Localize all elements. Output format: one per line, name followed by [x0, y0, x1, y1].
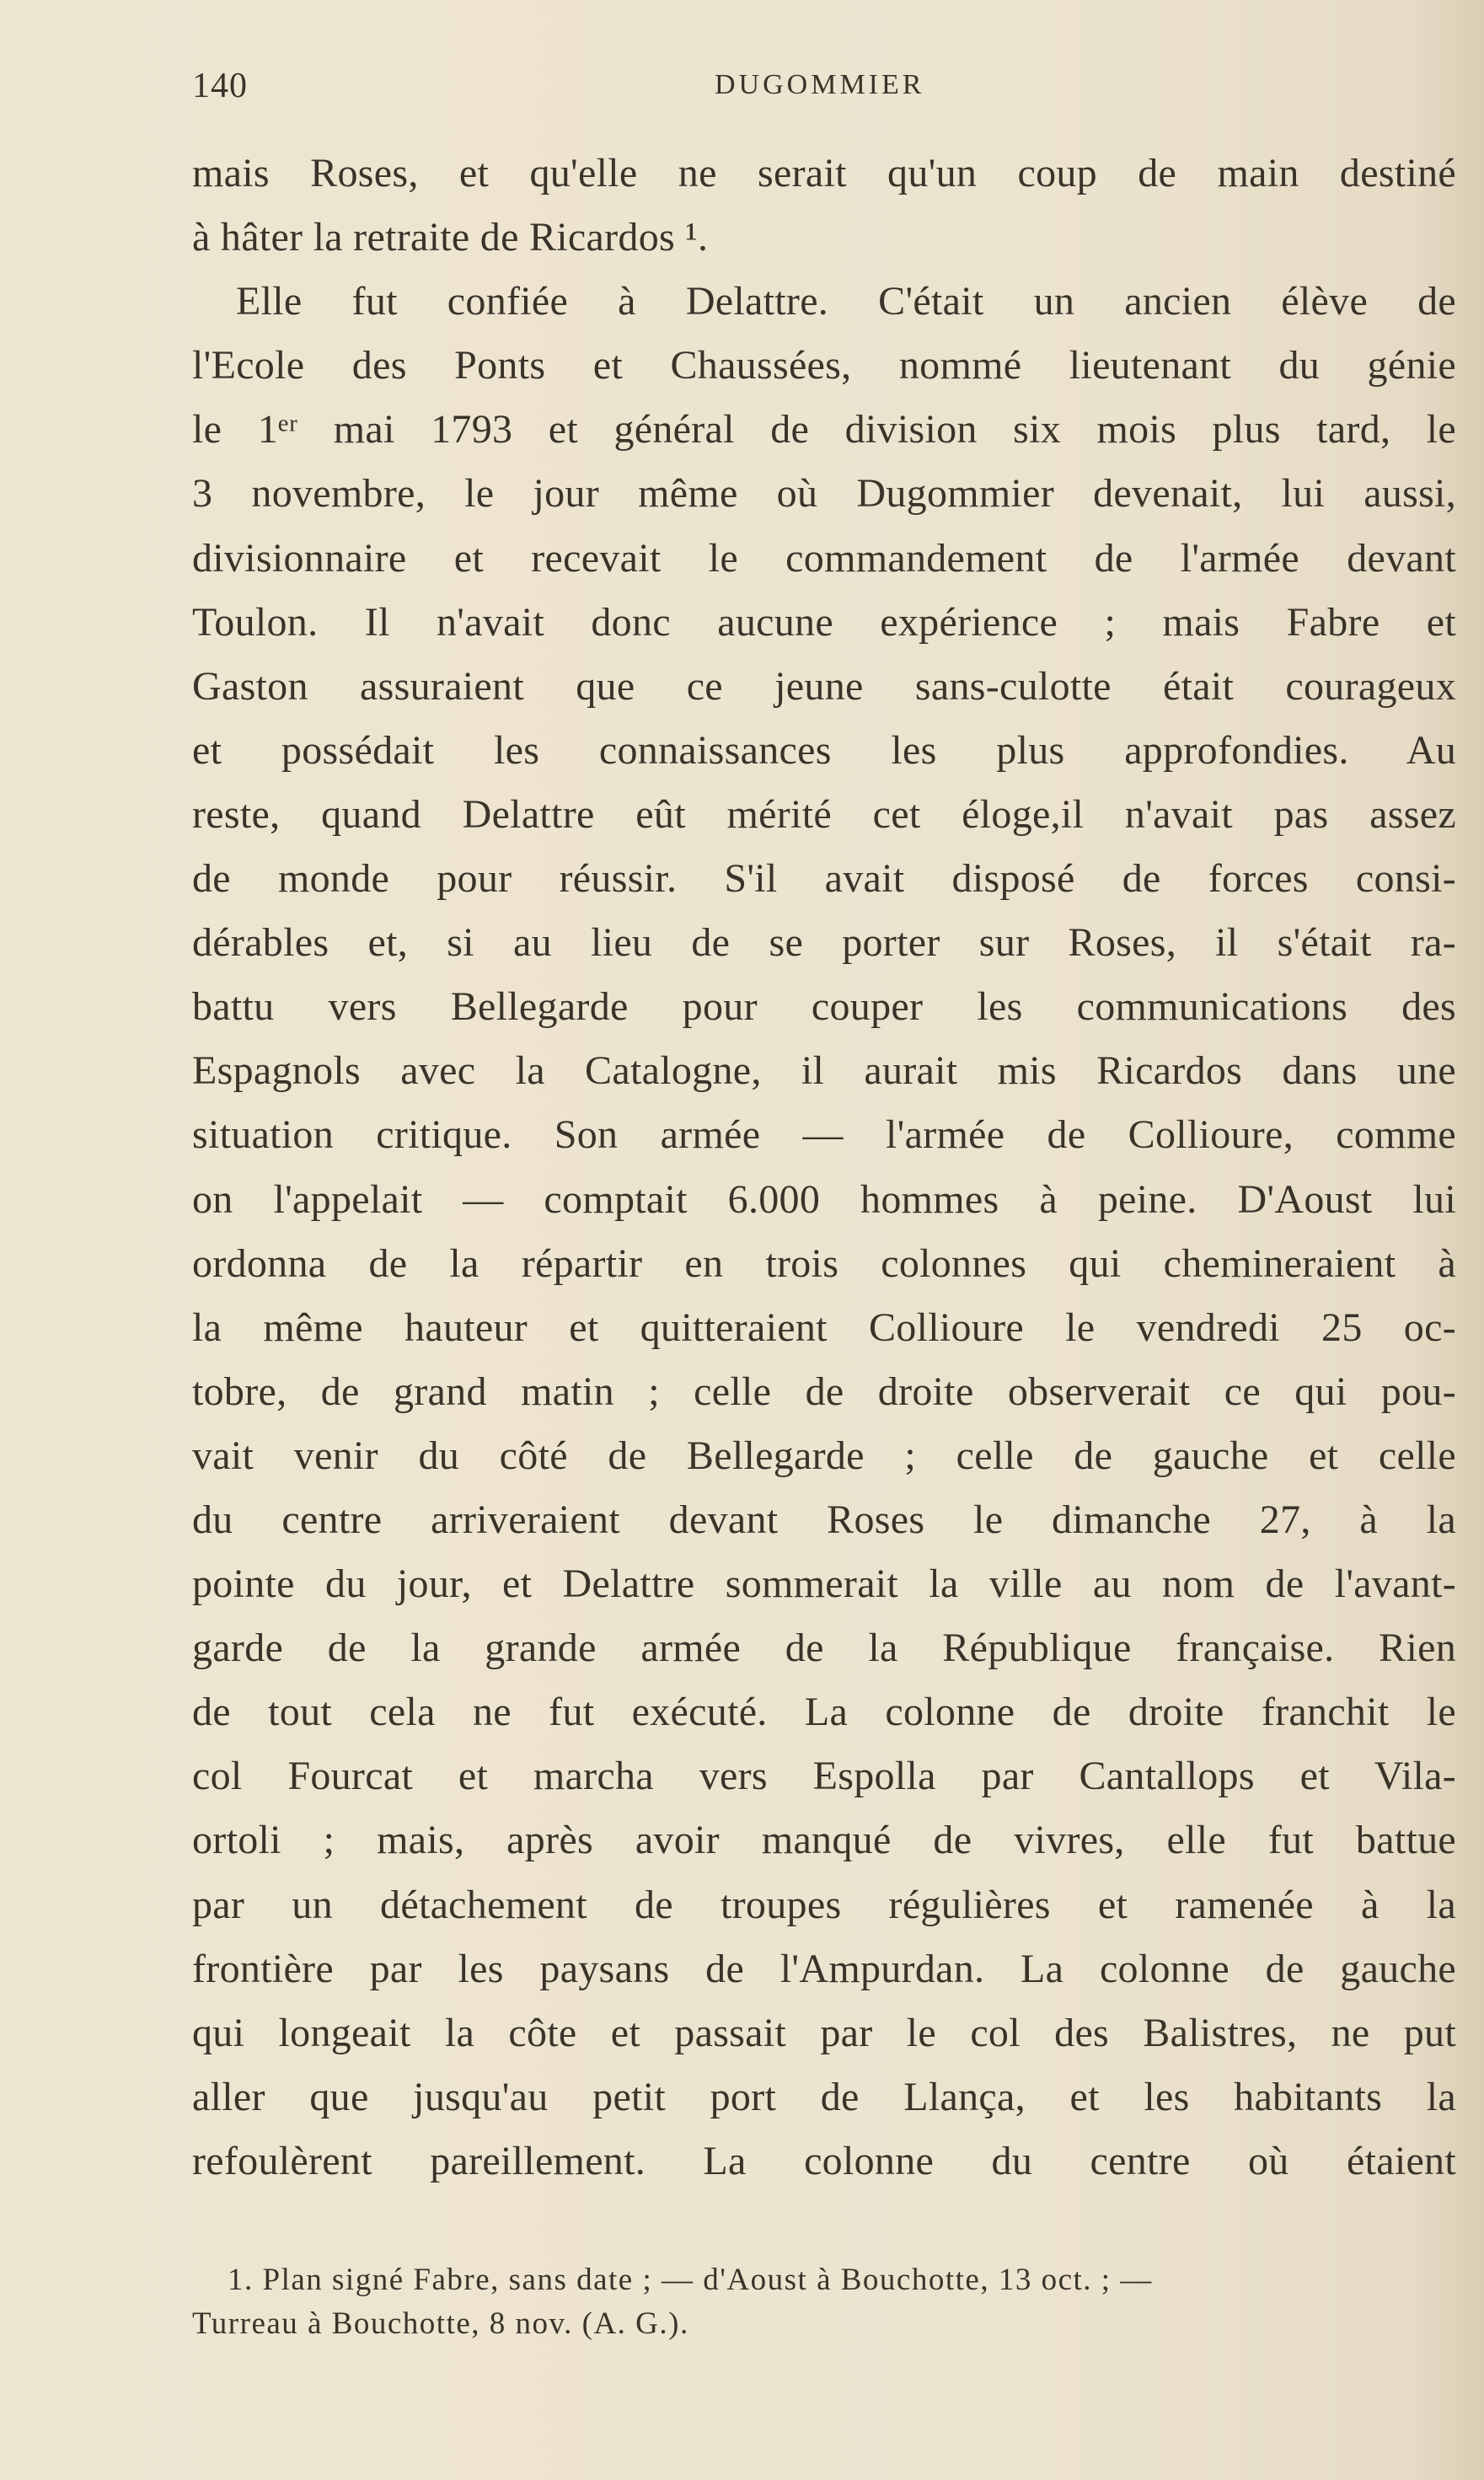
text-line: refoulèrent pareillement. La colonne du centre où étaient [192, 2138, 1456, 2183]
running-title: DUGOMMIER [715, 69, 925, 100]
text-line: garde de la grande armée de la République française. Rien [192, 1626, 1456, 1671]
text-line: qui longeait la côte et passait par le col des Balistres, ne put [192, 2010, 1456, 2055]
text-line: du centre arriveraient devant Roses le dimanche 27, à la [192, 1497, 1456, 1542]
text-line: à hâter la retraite de Ricardos ¹. [192, 215, 709, 260]
text-line: frontière par les paysans de l'Ampurdan. La colonne de gauche [192, 1946, 1456, 1991]
text-line: col Fourcat et marcha vers Espolla par Cantallops et Vila- [192, 1754, 1456, 1799]
running-head [0, 66, 1484, 116]
text-line: divisionnaire et recevait le commandement de l'armée devant [192, 535, 1456, 581]
text-line: l'Ecole des Ponts et Chaussées, nommé lieutenant du génie [192, 343, 1456, 388]
text-line: par un détachement de troupes régulières et ramenée à la [192, 1882, 1456, 1927]
text-line: battu vers Bellegarde pour couper les communications des [192, 984, 1456, 1030]
text-line: Toulon. Il n'avait donc aucune expérience ; mais Fabre et [192, 599, 1456, 645]
text-line: pointe du jour, et Delattre sommerait la ville au nom de l'avant- [192, 1561, 1456, 1607]
text-line: de tout cela ne fut exécuté. La colonne de droite franchit le [192, 1690, 1456, 1735]
body-text [192, 142, 1456, 2193]
text-line: le 1ᵉʳ mai 1793 et général de division six mois plus tard, le [192, 407, 1456, 453]
text-line: dérables et, si au lieu de se porter sur Roses, il s'était ra- [192, 920, 1456, 966]
text-line: ordonna de la répartir en trois colonnes qui chemineraient à [192, 1240, 1456, 1286]
page-number: 140 [192, 67, 248, 105]
footnotes [192, 2258, 1456, 2346]
footnote-line: 1. Plan signé Fabre, sans date ; — d'Aoust à Bouchotte, 13 oct. ; — [228, 2263, 1153, 2297]
footnote-line: Turreau à Bouchotte, 8 nov. (A. G.). [192, 2306, 689, 2341]
text-line: reste, quand Delattre eût mérité cet éloge,il n'avait pas assez [192, 791, 1456, 837]
text-line: 3 novembre, le jour même où Dugommier devenait, lui aussi, [192, 471, 1456, 517]
text-line: ortoli ; mais, après avoir manqué de vivres, elle fut battue [192, 1818, 1456, 1863]
text-line: Espagnols avec la Catalogne, il aurait mis Ricardos dans une [192, 1048, 1456, 1094]
text-line: vait venir du côté de Bellegarde ; celle de gauche et celle [192, 1433, 1456, 1478]
text-line: et possédait les connaissances les plus approfondies. Au [192, 727, 1456, 773]
text-line: mais Roses, et qu'elle ne serait qu'un coup de main destiné [192, 151, 1456, 196]
text-line: la même hauteur et quitteraient Collioure le vendredi 25 oc- [192, 1304, 1456, 1350]
text-line: Elle fut confiée à Delattre. C'était un ancien élève de [236, 279, 1456, 324]
text-line: de monde pour réussir. S'il avait disposé de forces consi- [192, 856, 1456, 902]
text-line: Gaston assuraient que ce jeune sans-culotte était courageux [192, 663, 1456, 709]
text-line: situation critique. Son armée — l'armée de Collioure, comme [192, 1112, 1456, 1158]
text-line: on l'appelait — comptait 6.000 hommes à peine. D'Aoust lui [192, 1176, 1456, 1222]
text-line: aller que jusqu'au petit port de Llança, et les habitants la [192, 2074, 1456, 2119]
text-line: tobre, de grand matin ; celle de droite observerait ce qui pou- [192, 1369, 1456, 1414]
